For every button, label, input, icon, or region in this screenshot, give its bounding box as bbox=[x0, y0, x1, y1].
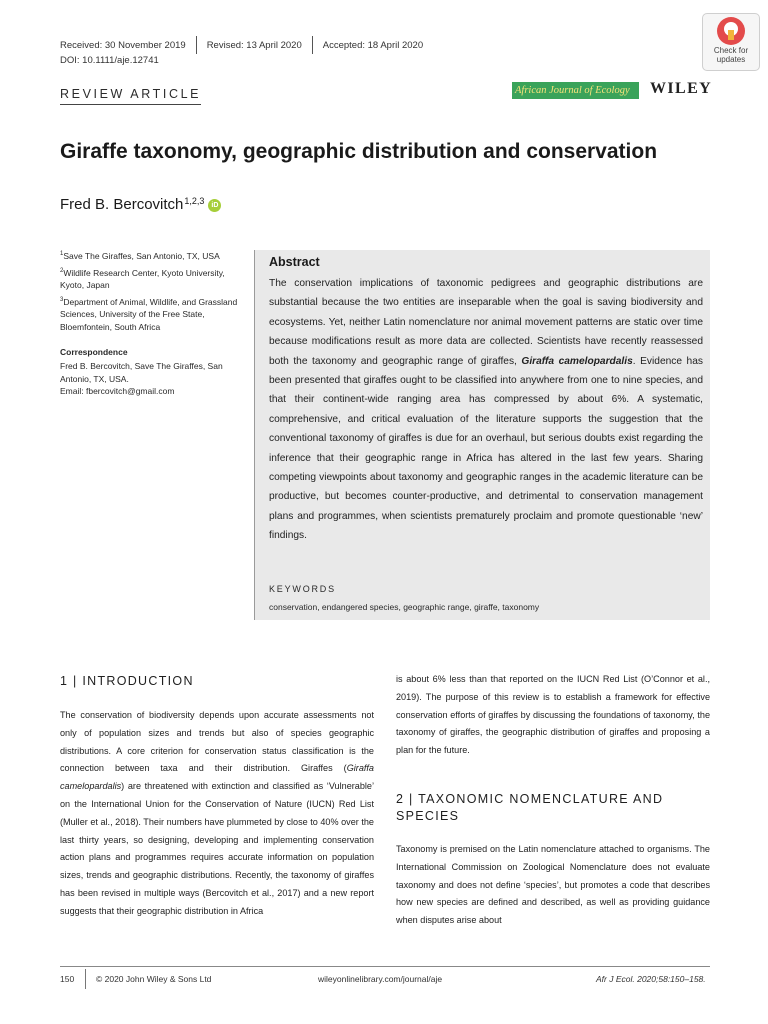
affiliation-3 bbox=[60, 294, 248, 333]
copyright: © 2020 John Wiley & Sons Ltd bbox=[96, 974, 212, 984]
footer-divider bbox=[60, 966, 710, 967]
publisher-logo: WILEY bbox=[650, 80, 713, 97]
affiliation-number: 1 bbox=[60, 251, 64, 257]
correspondence-heading: Correspondence bbox=[60, 347, 128, 357]
divider bbox=[196, 36, 197, 54]
keywords-list: conservation, endangered species, geographic range, giraffe, taxonomy bbox=[269, 602, 540, 612]
affiliation-number: 3 bbox=[60, 297, 64, 303]
revised-date: Revised: 13 April 2020 bbox=[206, 39, 302, 51]
species-name: Giraffa camelopardalis bbox=[521, 355, 633, 367]
journal-logo: African Journal of Ecology bbox=[512, 82, 639, 99]
affiliation-text: Save The Giraffes, San Antonio, TX, USA bbox=[63, 250, 220, 261]
section-1-paragraph-continued: is about 6% less than that reported on the IUCN Red List (O’Connor et al., 2019). The purpose of this review is to establish a framework for effective conservation efforts of giraffes by discussing the foundations of taxonomy, the taxonomy of giraffes, the geographic distribution of giraffes and proposing a plan for the future. bbox=[396, 674, 710, 756]
publication-dates bbox=[60, 36, 423, 54]
footer-separator bbox=[85, 969, 86, 989]
article-title: Giraffe taxonomy, geographic distribution and conservation bbox=[60, 140, 658, 163]
affiliation-number: 2 bbox=[60, 268, 64, 274]
abstract-heading: Abstract bbox=[269, 255, 320, 269]
crossmark-icon bbox=[717, 17, 745, 45]
author-affiliation-refs: 1,2,3 bbox=[184, 196, 205, 206]
section-1-heading: 1 | INTRODUCTION bbox=[60, 674, 194, 688]
citation: Afr J Ecol. 2020;58:150–158. bbox=[596, 974, 706, 984]
article-type: REVIEW ARTICLE bbox=[60, 87, 201, 105]
correspondence-email[interactable]: Email: fbercovitch@gmail.com bbox=[60, 386, 175, 396]
affiliation-text: Department of Animal, Wildlife, and Grassland Sciences, University of the Free State, Bloemfontein, South Africa bbox=[60, 296, 238, 332]
accepted-date: Accepted: 18 April 2020 bbox=[322, 39, 424, 51]
affiliation-text: Wildlife Research Center, Kyoto University, Kyoto, Japan bbox=[60, 267, 225, 291]
affiliation-1 bbox=[60, 248, 248, 262]
section-2-paragraph: Taxonomy is premised on the Latin nomenclature attached to organisms. The International Commission on Zoological Nomenclature does not evaluate taxonomy and does not define ‘species’, but promotes a code that describes how new species are defined and described, as well as providing guidance when disputes arise about bbox=[396, 844, 710, 926]
correspondence-address: Fred B. Bercovitch, Save The Giraffes, San Antonio, TX, USA. bbox=[60, 361, 223, 384]
species-name: Giraffa camelopardalis bbox=[60, 763, 374, 792]
check-for-updates-button[interactable] bbox=[702, 13, 760, 71]
divider bbox=[312, 36, 313, 54]
section-1-paragraph: The conservation of biodiversity depends upon accurate assessments not only of population sizes and trends but also of species geographic distributions. A core criterion for conservation status classification is the connection between taxa and their distribution. Giraffes (Giraffa camelopardalis) are threatened with extinction and classified as ‘Vulnerable’ on the International Union for the Conservation of Nature (IUCN) Red List (Muller et al., 2018). Their numbers have plummeted by close to 40% over the last thirty years, so designing, developing and implementing conservation action plans and programmes requires accurate information on population sizes, trends and geographic distributions. Recently, the taxonomy of giraffes has been revised in multiple ways (Bercovitch et al., 2017) and a new report suggests that their geographic distribution in Africa bbox=[60, 710, 374, 916]
abstract-text: The conservation implications of taxonomic pedigrees and geographic distributions are substantial because the two entities are inseparable when the goal is saving biodiversity and ecosystems. Yet, neither Latin nomenclature nor animal movement patterns are static over time because modifications result as more data are collected. Scientists have recently reassessed both the taxonomy and geographic range of giraffes, Giraffa camelopardalis. Evidence has been presented that giraffes ought to be classified into anywhere from one to nine species, and that their continent-wide ranging area has compressed by about 6%. A systematic, comprehensive, and critical evaluation of the literature supports the suggestion that the conventional taxonomy of giraffes is due for an overhaul, but serious doubts exist regarding the inference that their geographic range in Africa has altered in the last few years. Sharing competing viewpoints about taxonomy and geographic ranges in the academic literature can be productive, but becomes counter-productive, and detrimental to conservation management plans and programmes, when scientists prematurely proclaim and promote questionable ‘new’ findings. bbox=[269, 278, 703, 542]
section-2-heading: 2 | TAXONOMIC NOMENCLATURE AND SPECIES bbox=[396, 792, 664, 823]
affiliation-2 bbox=[60, 265, 248, 292]
crossmark-label: Check for updates bbox=[713, 46, 749, 64]
received-date: Received: 30 November 2019 bbox=[60, 39, 186, 51]
doi[interactable]: DOI: 10.1111/aje.12741 bbox=[60, 55, 159, 66]
keywords-heading: KEYWORDS bbox=[269, 584, 336, 594]
author bbox=[60, 196, 221, 213]
author-name: Fred B. Bercovitch bbox=[60, 196, 184, 213]
journal-url[interactable]: wileyonlinelibrary.com/journal/aje bbox=[318, 974, 443, 984]
correspondence-details bbox=[60, 360, 250, 398]
page-number: 150 bbox=[60, 974, 75, 984]
orcid-icon[interactable]: iD bbox=[208, 199, 221, 212]
